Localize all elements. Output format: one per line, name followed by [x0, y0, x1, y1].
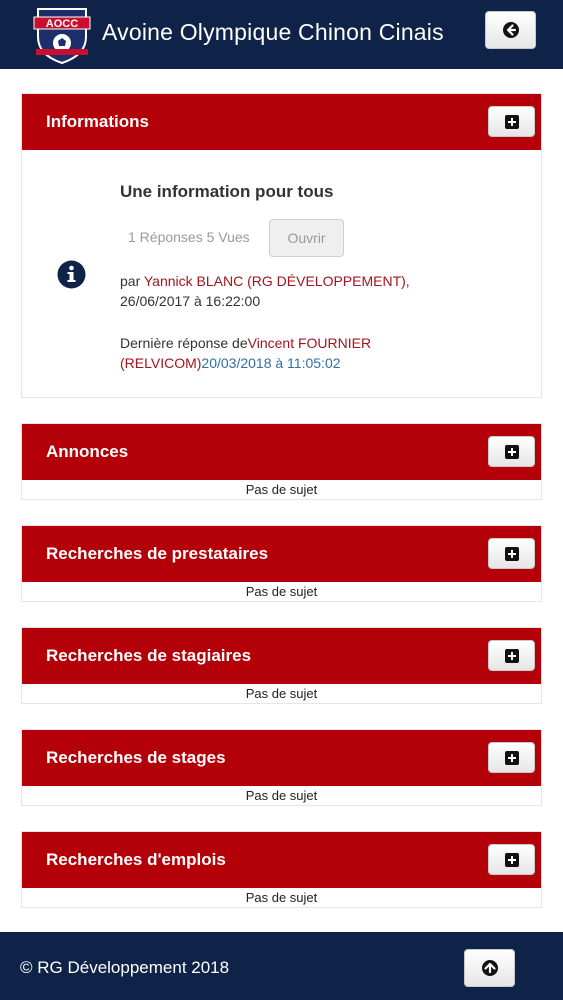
plus-square-icon: [505, 445, 519, 459]
panel-header: [22, 424, 541, 480]
expand-button[interactable]: [488, 742, 535, 773]
plus-square-icon: [505, 649, 519, 663]
plus-square-icon: [505, 115, 519, 129]
copyright-text: © RG Développement 2018: [20, 958, 230, 977]
panel-recherches-prestataires: [21, 525, 542, 602]
arrow-left-circle-icon: [502, 21, 520, 39]
by-label: par: [120, 273, 144, 289]
panel-header: [22, 832, 541, 888]
panel-title: Recherches de prestataires: [46, 544, 269, 563]
empty-message: Pas de sujet: [245, 686, 318, 701]
expand-button[interactable]: [488, 844, 535, 875]
plus-square-icon: [505, 751, 519, 765]
panel-title: Recherches de stages: [46, 748, 226, 767]
author-link[interactable]: Yannick BLANC (RG DÉVELOPPEMENT),: [143, 273, 410, 289]
plus-square-icon: [505, 547, 519, 561]
panel-recherches-emplois: [21, 831, 542, 908]
open-button[interactable]: Ouvrir: [269, 219, 344, 257]
last-reply-line: [120, 333, 440, 373]
last-reply-date-link[interactable]: 20/03/2018 à 11:05:02: [201, 355, 341, 371]
last-reply-label: Dernière réponse de: [120, 335, 248, 351]
panel-header: [22, 94, 541, 150]
panel-header: [22, 526, 541, 582]
expand-button[interactable]: [488, 538, 535, 569]
empty-message: Pas de sujet: [245, 890, 318, 905]
svg-text:AOCC: AOCC: [45, 18, 79, 30]
expand-button[interactable]: [488, 436, 535, 467]
panel-title: Recherches de stagiaires: [46, 646, 252, 665]
top-bar: [0, 0, 563, 69]
expand-button[interactable]: [488, 640, 535, 671]
panel-annonces: [21, 423, 542, 500]
panel-recherches-stages: [21, 729, 542, 806]
empty-message: Pas de sujet: [245, 482, 318, 497]
arrow-up-circle-icon: [481, 959, 499, 977]
panel-recherches-stagiaires: [21, 627, 542, 704]
topic-title[interactable]: Une information pour tous: [120, 182, 334, 201]
info-circle-icon: [57, 260, 86, 289]
posted-date: 26/06/2017 à 16:22:00: [120, 293, 261, 309]
panel-title: Recherches d'emplois: [46, 850, 226, 869]
topic-entry: [22, 150, 541, 397]
panel-header: [22, 730, 541, 786]
replies-count: 1 Réponses: [128, 229, 203, 245]
panel-title: Informations: [46, 112, 149, 131]
expand-button[interactable]: [488, 106, 535, 137]
panel-informations: [21, 93, 542, 398]
plus-square-icon: [505, 853, 519, 867]
last-reply-author-link[interactable]: Vincent FOURNIER (RELVICOM): [120, 335, 372, 371]
club-logo: [30, 3, 94, 65]
topic-author-line: [120, 271, 440, 311]
footer: [0, 932, 563, 1000]
views-count: 5 Vues: [206, 229, 250, 245]
topic-stats: [128, 229, 250, 245]
empty-message: Pas de sujet: [245, 584, 318, 599]
panel-header: [22, 628, 541, 684]
app-title: Avoine Olympique Chinon Cinais: [102, 19, 444, 45]
empty-message: Pas de sujet: [245, 788, 318, 803]
panel-title: Annonces: [46, 442, 129, 461]
back-button[interactable]: [485, 11, 536, 49]
scroll-top-button[interactable]: [464, 949, 515, 987]
